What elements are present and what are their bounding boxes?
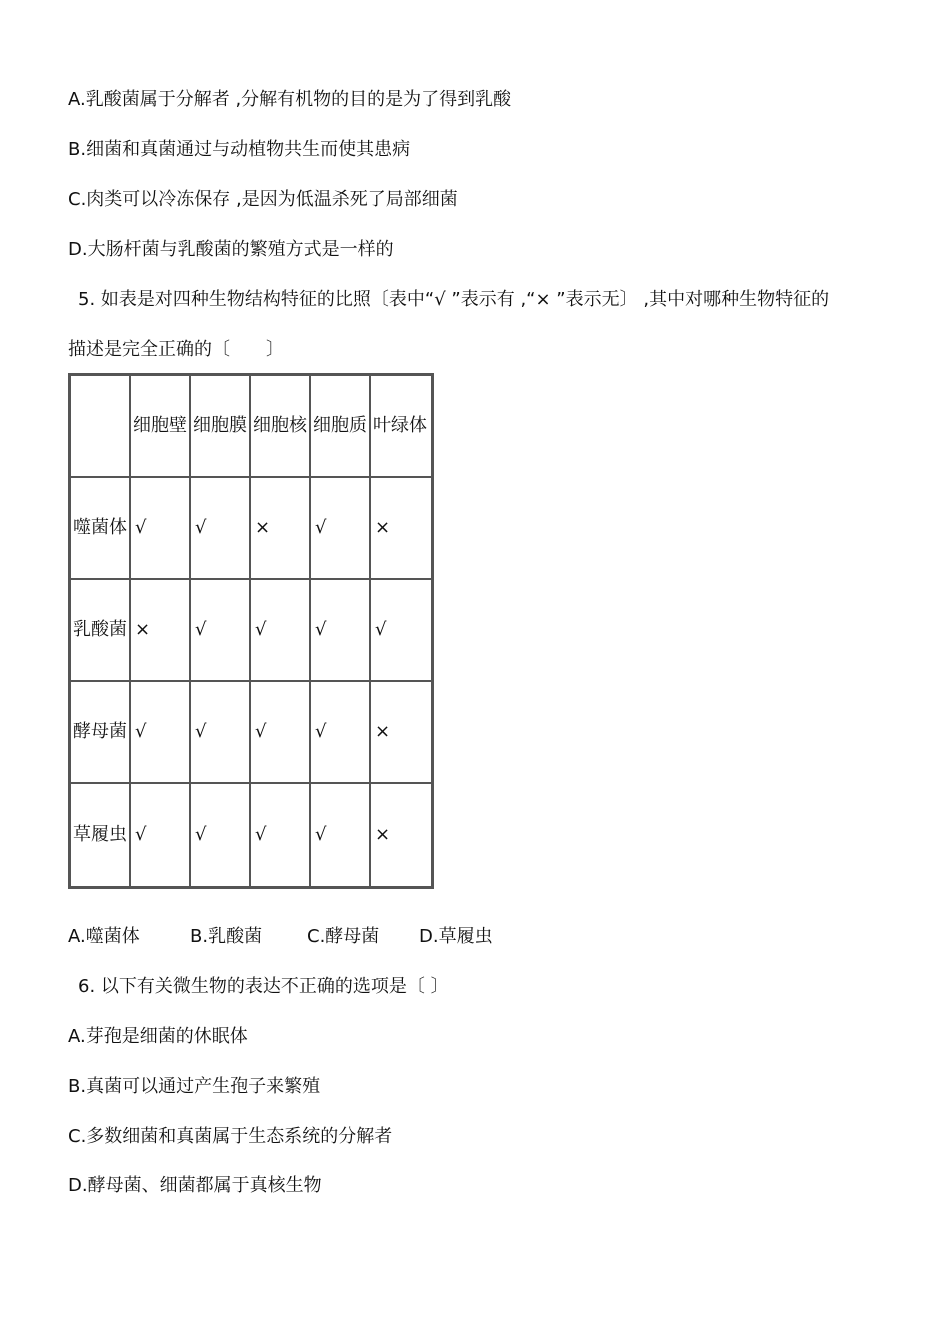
q5-option-a: A.噬菌体 (68, 926, 140, 947)
q5-options (68, 925, 493, 949)
q6-stem: 6. 以下有关微生物的表达不正确的选项是〔 〕 (78, 976, 449, 997)
table-cell: √ (371, 580, 431, 682)
table-header-cell: 细胞质 (311, 376, 371, 478)
q5-option-c: C.酵母菌 (307, 926, 380, 947)
table-cell: √ (131, 682, 191, 784)
table-cell: √ (311, 682, 371, 784)
table-row (71, 682, 431, 784)
q5-stem-line2: 描述是完全正确的〔 〕 (68, 339, 284, 360)
q4-option-c: C.肉类可以冷冻保存 ,是因为低温杀死了局部细菌 (68, 189, 458, 210)
table-header-cell: 叶绿体 (371, 376, 431, 478)
q6-option-c: C.多数细菌和真菌属于生态系统的分解者 (68, 1126, 393, 1147)
table-row (71, 478, 431, 580)
q5-option-b: B.乳酸菌 (190, 926, 263, 947)
comparison-table-wrapper (68, 373, 434, 889)
table-cell: × (375, 824, 391, 845)
q5-option-d: D.草履虫 (419, 926, 493, 947)
table-cell: × (251, 478, 311, 580)
table-cell: √ (251, 580, 311, 682)
comparison-table (68, 373, 434, 889)
table-header-row (71, 376, 431, 478)
table-header-cell (71, 376, 131, 478)
table-cell: √ (191, 478, 251, 580)
table-cell: √ (191, 784, 251, 886)
table-cell: √ (131, 784, 191, 886)
table-row (71, 784, 431, 886)
table-cell: × (131, 580, 191, 682)
table-cell: √ (251, 784, 311, 886)
organism-name-cell: 噬菌体 (71, 478, 131, 580)
table-header-cell: 细胞膜 (191, 376, 251, 478)
table-row (71, 580, 431, 682)
table-header-cell: 细胞核 (251, 376, 311, 478)
q4-option-b: B.细菌和真菌通过与动植物共生而使其患病 (68, 139, 411, 160)
table-cell: √ (191, 682, 251, 784)
q6-option-a: A.芽孢是细菌的休眠体 (68, 1026, 248, 1047)
table-cell: √ (311, 580, 371, 682)
q5-stem-line1: 5. 如表是对四种生物结构特征的比照〔表中“√ ”表示有 ,“× ”表示无〕 ,其中对哪种生物特征的 (78, 289, 830, 310)
table-cell: √ (311, 784, 371, 886)
organism-name-cell: 酵母菌 (71, 682, 131, 784)
table-cell: √ (251, 682, 311, 784)
table-header-cell: 细胞壁 (131, 376, 191, 478)
table-cell: √ (191, 580, 251, 682)
table-cell: √ (131, 478, 191, 580)
organism-name-cell: 乳酸菌 (71, 580, 131, 682)
organism-name-cell: 草履虫 (71, 784, 131, 886)
q6-option-b: B.真菌可以通过产生孢子来繁殖 (68, 1076, 321, 1097)
table-cell: × (371, 478, 431, 580)
q4-option-a: A.乳酸菌属于分解者 ,分解有机物的目的是为了得到乳酸 (68, 89, 512, 110)
q6-option-d: D.酵母菌、细菌都属于真核生物 (68, 1175, 322, 1196)
q4-option-d: D.大肠杆菌与乳酸菌的繁殖方式是一样的 (68, 239, 394, 260)
table-cell: √ (311, 478, 371, 580)
table-cell: × (371, 682, 431, 784)
